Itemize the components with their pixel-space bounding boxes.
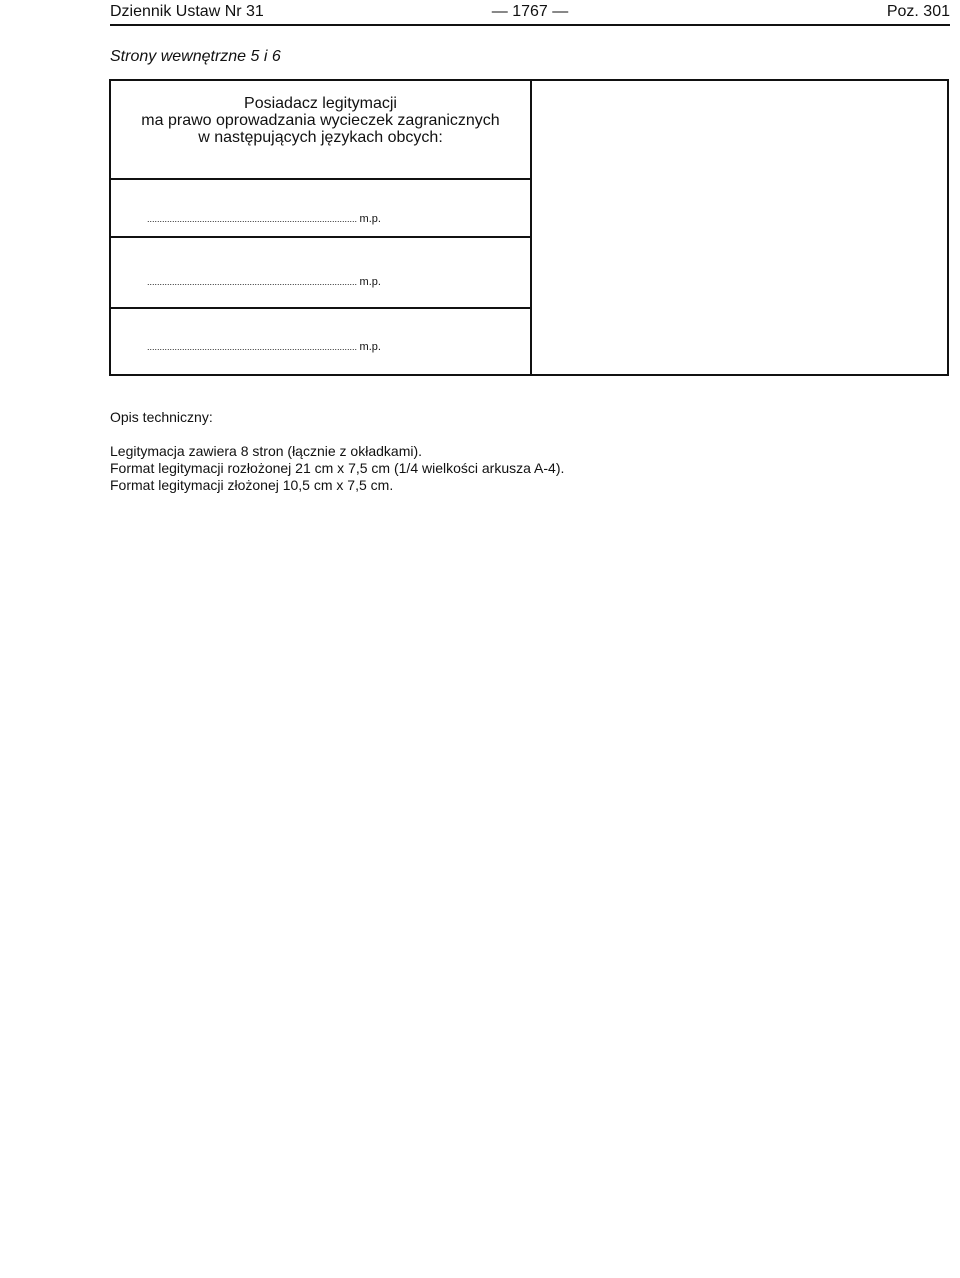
stamp-label: m.p. (359, 213, 381, 225)
holder-line: Posiadacz legitymacji (244, 95, 397, 112)
dotted-fill-line: .................................................................................... (147, 342, 360, 352)
row-divider (111, 307, 530, 309)
description-title: Opis techniczny: (110, 409, 213, 425)
language-signature-row[interactable] (147, 213, 517, 225)
stamp-label: m.p. (359, 276, 381, 288)
holder-line: w następujących językach obcych: (198, 129, 443, 146)
description-line: Format legitymacji złożonej 10,5 cm x 7,5 cm. (110, 477, 394, 493)
id-card-pages-form (109, 79, 949, 376)
row-divider (111, 178, 530, 180)
holder-line: ma prawo oprowadzania wycieczek zagranicznych (141, 112, 500, 129)
language-signature-row[interactable] (147, 341, 517, 353)
page-header (110, 0, 950, 26)
form-right-panel-blank (532, 81, 947, 374)
holder-statement (111, 95, 530, 146)
section-subtitle: Strony wewnętrzne 5 i 6 (110, 48, 281, 65)
description-line: Legitymacja zawiera 8 stron (łącznie z okładkami). (110, 443, 423, 459)
dotted-fill-line: .................................................................................... (147, 277, 360, 287)
journal-name: Dziennik Ustaw Nr 31 (110, 3, 264, 20)
page-number: — 1767 — (491, 3, 569, 20)
description-line: Format legitymacji rozłożonej 21 cm x 7,5 cm (1/4 wielkości arkusza A-4). (110, 460, 565, 476)
dotted-fill-line: .................................................................................... (147, 214, 360, 224)
form-left-panel (111, 81, 532, 374)
technical-description (110, 409, 564, 494)
position-number: Poz. 301 (886, 3, 950, 20)
stamp-label: m.p. (359, 341, 381, 353)
row-divider (111, 236, 530, 238)
language-signature-row[interactable] (147, 276, 517, 288)
